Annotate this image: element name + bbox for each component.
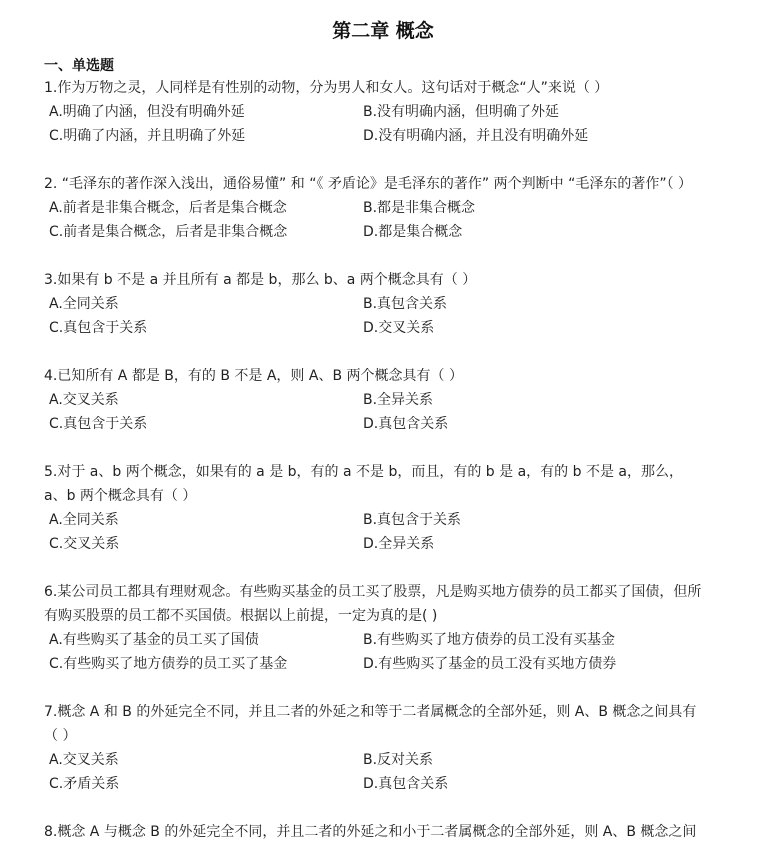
option-a: A.交叉关系: [49, 392, 119, 408]
question-stem: 5.对于 a、b 两个概念，如果有的 a 是 b，有的 a 不是 b，而且，有的 b 是 a，有的 b 不是 a，那么，a、b 两个概念具有（ ）: [44, 464, 683, 504]
question-1: [44, 76, 704, 148]
option-c: C.前者是集合概念，后者是非集合概念: [49, 224, 288, 240]
option-b: B.全异关系: [363, 392, 434, 408]
option-d: D.全异关系: [363, 536, 435, 552]
question-6: [44, 580, 704, 676]
option-c: C.交叉关系: [49, 536, 120, 552]
option-d: D.没有明确内涵，并且没有明确外延: [363, 128, 589, 144]
option-a: A.有些购买了基金的员工买了国债: [49, 632, 259, 648]
option-a: A.全同关系: [49, 296, 119, 312]
option-c: C.矛盾关系: [49, 776, 120, 792]
option-d: D.真包含关系: [363, 776, 449, 792]
question-7: [44, 700, 704, 796]
option-d: D.交叉关系: [363, 320, 435, 336]
option-a: A.明确了内涵，但没有明确外延: [49, 104, 245, 120]
option-a: A.前者是非集合概念，后者是集合概念: [49, 200, 287, 216]
chapter-title: 第二章 概念: [332, 20, 434, 42]
option-d: D.有些购买了基金的员工没有买地方债券: [363, 656, 617, 672]
option-c: C.真包含于关系: [49, 320, 148, 336]
option-c: C.真包含于关系: [49, 416, 148, 432]
option-b: B.都是非集合概念: [363, 200, 476, 216]
option-a: A.全同关系: [49, 512, 119, 528]
option-d: D.真包含关系: [363, 416, 449, 432]
question-4: [44, 364, 704, 436]
option-b: B.真包含于关系: [363, 512, 462, 528]
question-stem: 4.已知所有 A 都是 B，有的 B 不是 A，则 A、B 两个概念具有（ ）: [44, 368, 463, 384]
option-b: B.真包含关系: [363, 296, 448, 312]
question-8: [44, 820, 704, 844]
option-b: B.没有明确内涵，但明确了外延: [363, 104, 560, 120]
option-d: D.都是集合概念: [363, 224, 463, 240]
question-stem: 2. “毛泽东的著作深入浅出，通俗易懂” 和 “《 矛盾论》是毛泽东的著作” 两个判断中 “毛泽东的著作”（ ）: [44, 176, 693, 192]
question-stem: 3.如果有 b 不是 a 并且所有 a 都是 b，那么 b、a 两个概念具有（ ）: [44, 272, 477, 288]
question-2: [44, 172, 704, 244]
question-stem: 6.某公司员工都具有理财观念。有些购买基金的员工买了股票，凡是购买地方债券的员工都买了国债，但所有购买股票的员工都不买国债。根据以上前提，一定为真的是( ): [44, 584, 702, 624]
option-c: C.有些购买了地方债券的员工买了基金: [49, 656, 288, 672]
option-b: B.有些购买了地方债券的员工没有买基金: [363, 632, 616, 648]
question-5: [44, 460, 704, 556]
question-stem: 1.作为万物之灵，人同样是有性别的动物，分为男人和女人。这句话对于概念“人”来说（ ）: [44, 80, 609, 96]
option-b: B.反对关系: [363, 752, 434, 768]
option-c: C.明确了内涵，并且明确了外延: [49, 128, 246, 144]
section-heading: 一、单选题: [44, 58, 114, 74]
question-stem: 7.概念 A 和 B 的外延完全不同，并且二者的外延之和等于二者属概念的全部外延，则 A、B 概念之间具有（ ）: [44, 704, 697, 744]
option-a: A.交叉关系: [49, 752, 119, 768]
question-3: [44, 268, 704, 340]
question-stem: 8.概念 A 与概念 B 的外延完全不同，并且二者的外延之和小于二者属概念的全部外延，则 A、B 概念之间: [44, 824, 697, 840]
